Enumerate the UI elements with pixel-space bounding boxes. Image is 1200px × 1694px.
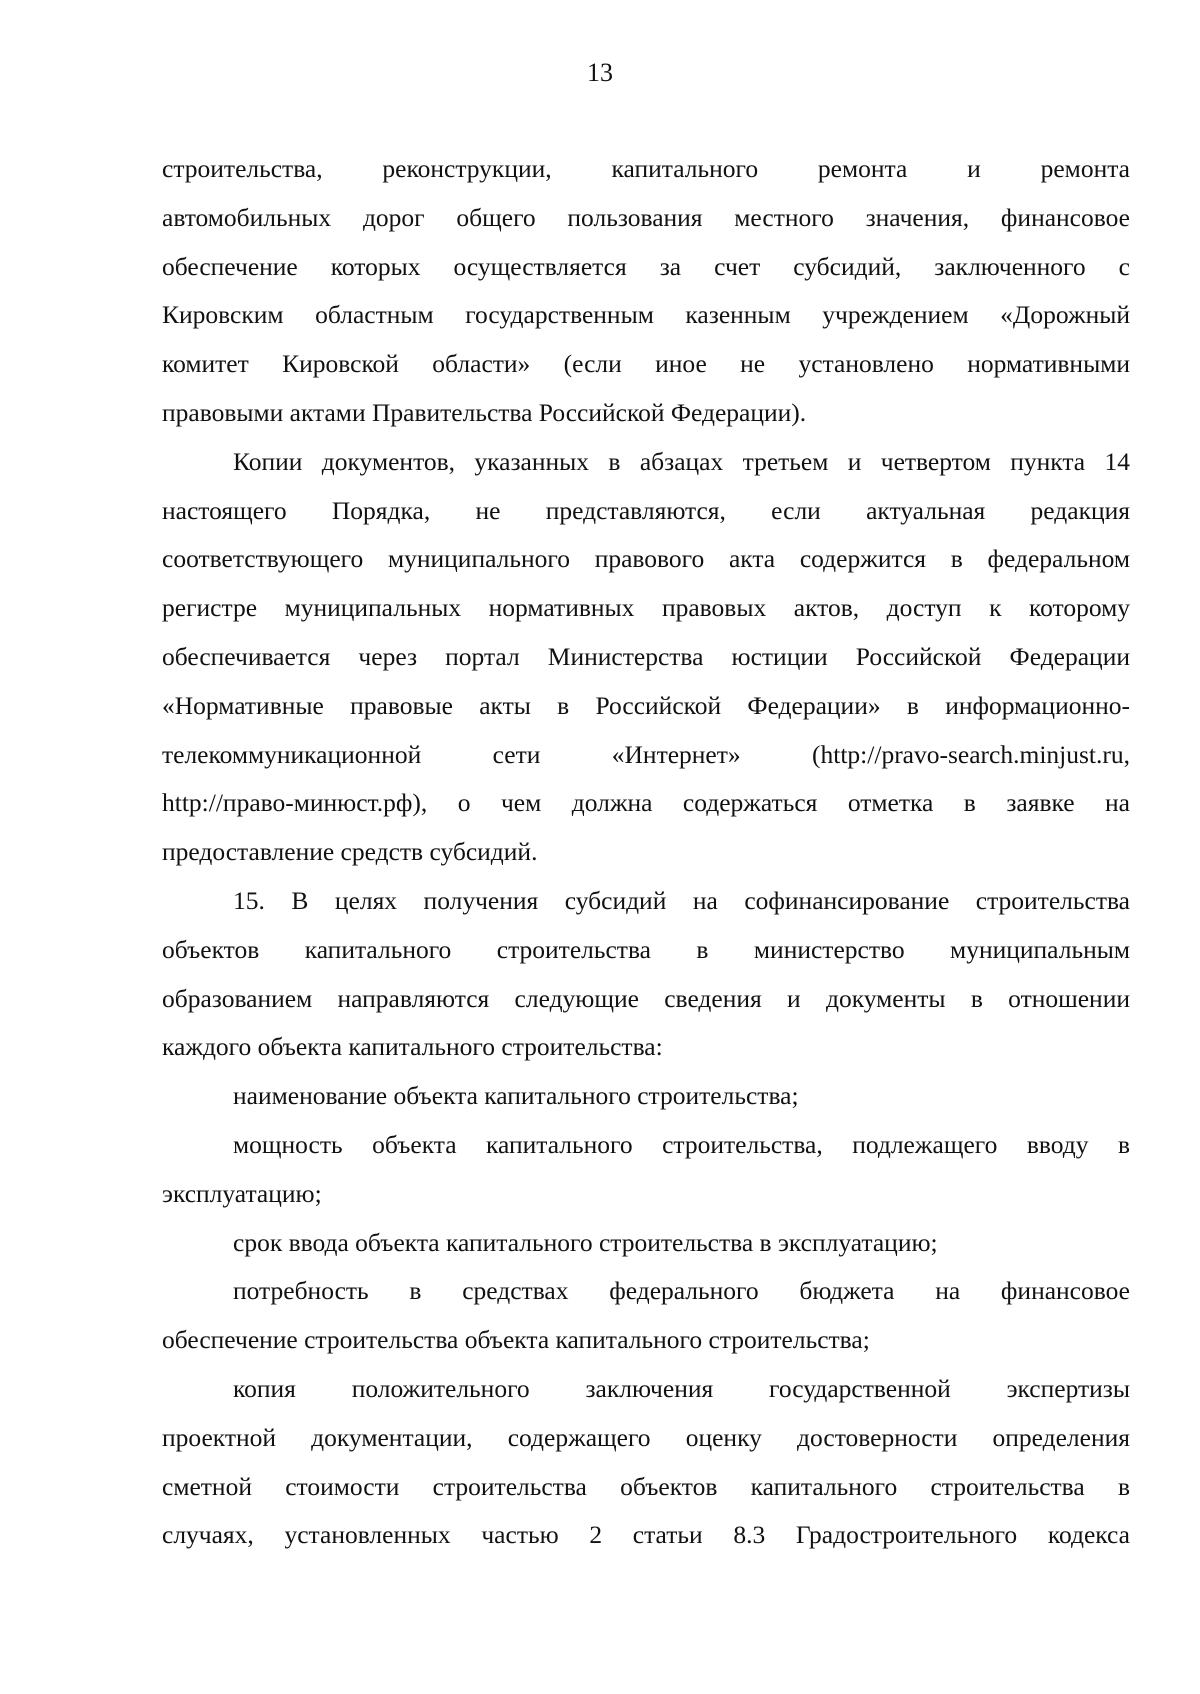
text-line: сметной стоимости строительства объектов капитального строительства в	[162, 1471, 1130, 1501]
text-line: копия положительного заключения государственной экспертизы	[233, 1373, 1130, 1403]
paragraph-need	[162, 1267, 1130, 1365]
text-line: строительства, реконструкции, капитального ремонта и ремонта	[162, 154, 1130, 183]
paragraph-continuation	[162, 145, 1130, 438]
paragraph-term	[162, 1219, 1130, 1268]
text-line: каждого объекта капитального строительства:	[162, 1032, 663, 1062]
text-line: автомобильных дорог общего пользования местного значения, финансовое	[162, 202, 1130, 232]
paragraph-point-15	[162, 877, 1130, 1072]
paragraph-expertise	[162, 1365, 1130, 1560]
text-line: телекоммуникационной сети «Интернет» (http://pravo-search.minjust.ru,	[162, 739, 1130, 769]
paragraph-object-name	[162, 1072, 1130, 1121]
text-line: обеспечение строительства объекта капитального строительства;	[162, 1325, 870, 1355]
text-line: предоставление средств субсидий.	[162, 837, 538, 867]
text-line: комитет Кировской области» (если иное не установлено нормативными	[162, 349, 1130, 379]
paragraph-copies	[162, 438, 1130, 877]
text-line: «Нормативные правовые акты в Российской Федерации» в информационно-	[162, 690, 1130, 720]
text-line: Копии документов, указанных в абзацах третьем и четвертом пункта 14	[233, 446, 1130, 476]
text-line: образованием направляются следующие сведения и документы в отношении	[162, 983, 1130, 1013]
paragraph-capacity	[162, 1121, 1130, 1219]
text-line: правовыми актами Правительства Российской Федерации).	[162, 397, 807, 427]
text-line: http://право-минюст.рф), о чем должна содержаться отметка в заявке на	[162, 788, 1130, 818]
text-line: объектов капитального строительства в министерство муниципальным	[162, 934, 1130, 964]
text-line: соответствующего муниципального правового акта содержится в федеральном	[162, 544, 1130, 574]
text-line: наименование объекта капитального строительства;	[233, 1081, 799, 1111]
text-line: случаях, установленных частью 2 статьи 8.3 Градостроительного кодекса	[162, 1520, 1130, 1550]
text-line: срок ввода объекта капитального строительства в эксплуатацию;	[233, 1227, 938, 1257]
text-line: регистре муниципальных нормативных правовых актов, доступ к которому	[162, 593, 1130, 623]
text-line: обеспечивается через портал Министерства юстиции Российской Федерации	[162, 641, 1130, 671]
text-line: потребность в средствах федерального бюджета на финансовое	[233, 1276, 1130, 1306]
text-line: проектной документации, содержащего оценку достоверности определения	[162, 1422, 1130, 1452]
text-line: эксплуатацию;	[162, 1178, 322, 1208]
text-line: 15. В целях получения субсидий на софинансирование строительства	[233, 885, 1130, 915]
text-line: настоящего Порядка, не представляются, если актуальная редакция	[162, 495, 1130, 525]
text-line: Кировским областным государственным казенным учреждением «Дорожный	[162, 300, 1130, 330]
text-line: обеспечение которых осуществляется за счет субсидий, заключенного с	[162, 251, 1130, 281]
text-line: мощность объекта капитального строительства, подлежащего вводу в	[233, 1129, 1130, 1159]
page-number: 13	[587, 58, 613, 87]
document-body	[162, 145, 1130, 1560]
